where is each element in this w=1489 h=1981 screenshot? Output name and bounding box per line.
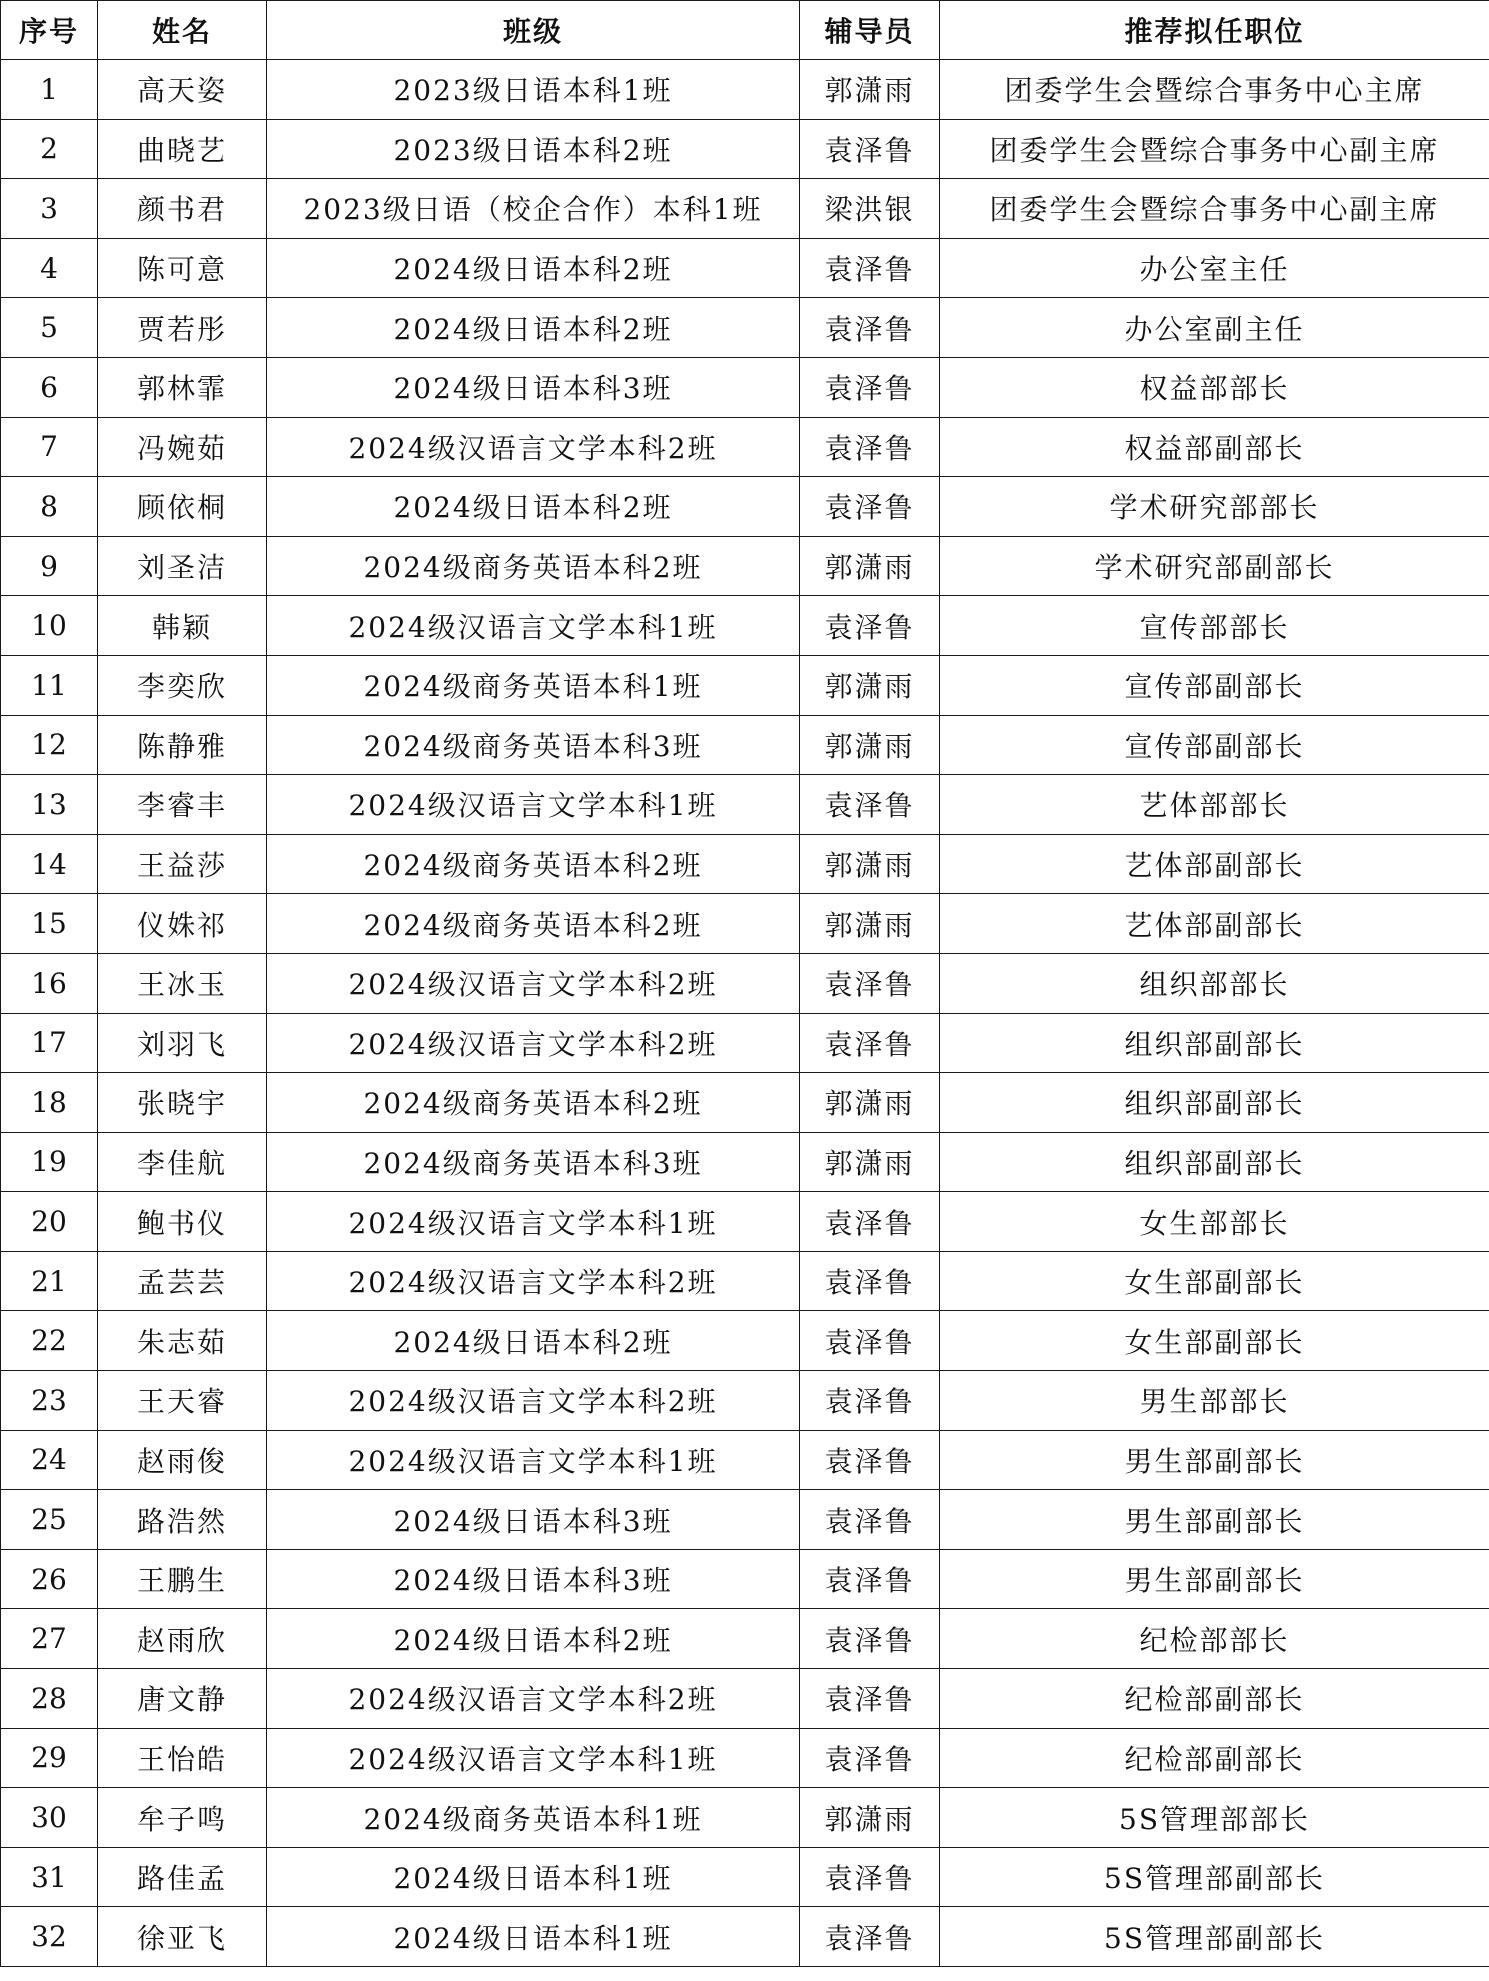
cell-counselor: 袁泽鲁 [800,775,940,835]
cell-class: 2024级日语本科2班 [267,298,800,358]
cell-class: 2024级商务英语本科3班 [267,715,800,775]
cell-counselor: 郭潇雨 [800,1788,940,1848]
cell-counselor: 郭潇雨 [800,715,940,775]
cell-index: 18 [1,1073,98,1133]
cell-name: 徐亚飞 [98,1907,267,1967]
cell-index: 27 [1,1609,98,1669]
cell-position: 团委学生会暨综合事务中心副主席 [940,119,1489,179]
cell-name: 路浩然 [98,1490,267,1550]
header-class: 班级 [267,1,800,60]
cell-class: 2024级日语本科3班 [267,1490,800,1550]
cell-counselor: 袁泽鲁 [800,477,940,537]
table-row [1,1728,1489,1788]
cell-counselor: 袁泽鲁 [800,1311,940,1371]
table-row [1,775,1489,835]
table-row [1,1192,1489,1252]
cell-class: 2024级汉语言文学本科2班 [267,1013,800,1073]
cell-position: 艺体部副部长 [940,894,1489,954]
cell-counselor: 袁泽鲁 [800,298,940,358]
cell-name: 冯婉茹 [98,417,267,477]
cell-position: 宣传部部长 [940,596,1489,656]
cell-name: 路佳孟 [98,1847,267,1907]
cell-index: 11 [1,655,98,715]
header-index: 序号 [1,1,98,60]
cell-position: 5S管理部副部长 [940,1847,1489,1907]
table-row [1,298,1489,358]
cell-name: 仪姝祁 [98,894,267,954]
cell-name: 曲晓艺 [98,119,267,179]
cell-class: 2024级汉语言文学本科1班 [267,775,800,835]
cell-name: 韩颖 [98,596,267,656]
cell-index: 10 [1,596,98,656]
cell-name: 张晓宇 [98,1073,267,1133]
cell-index: 3 [1,179,98,239]
cell-counselor: 袁泽鲁 [800,953,940,1013]
table-row [1,1490,1489,1550]
cell-name: 李奕欣 [98,655,267,715]
cell-class: 2024级商务英语本科3班 [267,1132,800,1192]
cell-name: 贾若彤 [98,298,267,358]
cell-position: 女生部副部长 [940,1311,1489,1371]
cell-class: 2024级汉语言文学本科2班 [267,1669,800,1729]
cell-index: 20 [1,1192,98,1252]
cell-index: 12 [1,715,98,775]
table-row [1,1073,1489,1133]
table-row [1,536,1489,596]
cell-name: 王怡皓 [98,1728,267,1788]
cell-class: 2024级商务英语本科2班 [267,1073,800,1133]
cell-counselor: 郭潇雨 [800,60,940,120]
cell-position: 团委学生会暨综合事务中心副主席 [940,179,1489,239]
table-row [1,477,1489,537]
cell-index: 14 [1,834,98,894]
cell-class: 2024级日语本科2班 [267,477,800,537]
cell-position: 权益部副部长 [940,417,1489,477]
table-row [1,1371,1489,1431]
cell-name: 颜书君 [98,179,267,239]
cell-index: 30 [1,1788,98,1848]
cell-counselor: 袁泽鲁 [800,1669,940,1729]
cell-name: 鲍书仪 [98,1192,267,1252]
table-row [1,357,1489,417]
cell-counselor: 袁泽鲁 [800,1013,940,1073]
cell-index: 23 [1,1371,98,1431]
cell-counselor: 袁泽鲁 [800,357,940,417]
cell-counselor: 袁泽鲁 [800,1490,940,1550]
cell-position: 宣传部副部长 [940,715,1489,775]
cell-index: 19 [1,1132,98,1192]
cell-counselor: 袁泽鲁 [800,119,940,179]
table-row [1,1788,1489,1848]
table-row [1,1251,1489,1311]
cell-position: 男生部副部长 [940,1549,1489,1609]
cell-counselor: 梁洪银 [800,179,940,239]
table-row [1,1847,1489,1907]
table-row [1,417,1489,477]
table-row [1,1669,1489,1729]
cell-position: 纪检部副部长 [940,1728,1489,1788]
cell-index: 1 [1,60,98,120]
cell-name: 牟子鸣 [98,1788,267,1848]
cell-index: 13 [1,775,98,835]
table-row [1,1907,1489,1967]
table-row [1,238,1489,298]
cell-name: 王天睿 [98,1371,267,1431]
table-row [1,715,1489,775]
table-row [1,60,1489,120]
cell-position: 艺体部部长 [940,775,1489,835]
cell-counselor: 郭潇雨 [800,536,940,596]
cell-position: 组织部副部长 [940,1013,1489,1073]
table-row [1,1609,1489,1669]
cell-index: 31 [1,1847,98,1907]
table-body [1,60,1489,1967]
cell-class: 2023级日语（校企合作）本科1班 [267,179,800,239]
cell-counselor: 袁泽鲁 [800,596,940,656]
cell-index: 8 [1,477,98,537]
cell-counselor: 袁泽鲁 [800,1549,940,1609]
cell-counselor: 袁泽鲁 [800,1430,940,1490]
cell-position: 学术研究部副部长 [940,536,1489,596]
header-name: 姓名 [98,1,267,60]
cell-name: 顾依桐 [98,477,267,537]
cell-counselor: 袁泽鲁 [800,1192,940,1252]
cell-class: 2024级汉语言文学本科1班 [267,1728,800,1788]
cell-position: 女生部部长 [940,1192,1489,1252]
cell-counselor: 郭潇雨 [800,894,940,954]
cell-position: 男生部部长 [940,1371,1489,1431]
header-position: 推荐拟任职位 [940,1,1489,60]
cell-name: 唐文静 [98,1669,267,1729]
cell-position: 5S管理部部长 [940,1788,1489,1848]
cell-position: 学术研究部部长 [940,477,1489,537]
cell-counselor: 袁泽鲁 [800,1371,940,1431]
cell-class: 2024级商务英语本科1班 [267,1788,800,1848]
cell-name: 刘羽飞 [98,1013,267,1073]
cell-position: 5S管理部副部长 [940,1907,1489,1967]
table-row [1,1132,1489,1192]
header-counselor: 辅导员 [800,1,940,60]
table-row [1,655,1489,715]
cell-position: 宣传部副部长 [940,655,1489,715]
cell-class: 2024级日语本科3班 [267,1549,800,1609]
table-row [1,1549,1489,1609]
cell-index: 2 [1,119,98,179]
cell-class: 2024级汉语言文学本科1班 [267,1192,800,1252]
table-row [1,179,1489,239]
cell-counselor: 郭潇雨 [800,834,940,894]
cell-class: 2024级汉语言文学本科2班 [267,953,800,1013]
cell-name: 孟芸芸 [98,1251,267,1311]
cell-position: 组织部副部长 [940,1132,1489,1192]
cell-class: 2024级日语本科2班 [267,1311,800,1371]
cell-counselor: 袁泽鲁 [800,238,940,298]
cell-counselor: 袁泽鲁 [800,1847,940,1907]
cell-name: 王益莎 [98,834,267,894]
cell-name: 赵雨俊 [98,1430,267,1490]
cell-name: 赵雨欣 [98,1609,267,1669]
cell-class: 2024级日语本科3班 [267,357,800,417]
cell-name: 王鹏生 [98,1549,267,1609]
cell-counselor: 郭潇雨 [800,1132,940,1192]
cell-class: 2024级日语本科1班 [267,1847,800,1907]
table-header-row [1,1,1489,60]
cell-class: 2024级商务英语本科2班 [267,894,800,954]
cell-position: 纪检部副部长 [940,1669,1489,1729]
cell-index: 28 [1,1669,98,1729]
cell-counselor: 郭潇雨 [800,1073,940,1133]
cell-index: 32 [1,1907,98,1967]
cell-position: 组织部部长 [940,953,1489,1013]
cell-name: 李佳航 [98,1132,267,1192]
cell-position: 艺体部副部长 [940,834,1489,894]
cell-index: 22 [1,1311,98,1371]
cell-counselor: 袁泽鲁 [800,1609,940,1669]
cell-name: 刘圣洁 [98,536,267,596]
cell-index: 21 [1,1251,98,1311]
cell-index: 15 [1,894,98,954]
cell-class: 2023级日语本科1班 [267,60,800,120]
table-row [1,894,1489,954]
table-row [1,1311,1489,1371]
cell-name: 朱志茹 [98,1311,267,1371]
cell-index: 24 [1,1430,98,1490]
cell-class: 2024级汉语言文学本科2班 [267,1371,800,1431]
cell-class: 2024级汉语言文学本科1班 [267,1430,800,1490]
cell-position: 办公室副主任 [940,298,1489,358]
cell-name: 陈可意 [98,238,267,298]
cell-position: 团委学生会暨综合事务中心主席 [940,60,1489,120]
cell-counselor: 袁泽鲁 [800,1728,940,1788]
cell-index: 26 [1,1549,98,1609]
cell-index: 25 [1,1490,98,1550]
table-row [1,834,1489,894]
cell-index: 6 [1,357,98,417]
table-row [1,596,1489,656]
cell-index: 17 [1,1013,98,1073]
table-row [1,1013,1489,1073]
cell-class: 2024级汉语言文学本科2班 [267,1251,800,1311]
cell-position: 男生部副部长 [940,1490,1489,1550]
cell-name: 陈静雅 [98,715,267,775]
cell-name: 王冰玉 [98,953,267,1013]
cell-position: 权益部部长 [940,357,1489,417]
cell-position: 男生部副部长 [940,1430,1489,1490]
cell-class: 2024级商务英语本科1班 [267,655,800,715]
cell-counselor: 郭潇雨 [800,655,940,715]
cell-position: 办公室主任 [940,238,1489,298]
cell-class: 2024级日语本科1班 [267,1907,800,1967]
cell-class: 2024级汉语言文学本科1班 [267,596,800,656]
table-row [1,953,1489,1013]
cell-index: 9 [1,536,98,596]
cell-index: 16 [1,953,98,1013]
cell-counselor: 袁泽鲁 [800,1251,940,1311]
cell-class: 2024级商务英语本科2班 [267,536,800,596]
cell-index: 5 [1,298,98,358]
cell-class: 2024级日语本科2班 [267,238,800,298]
cell-name: 高天姿 [98,60,267,120]
cell-index: 29 [1,1728,98,1788]
cell-position: 组织部副部长 [940,1073,1489,1133]
cell-index: 7 [1,417,98,477]
cell-counselor: 袁泽鲁 [800,417,940,477]
cell-class: 2024级日语本科2班 [267,1609,800,1669]
table-row [1,1430,1489,1490]
cell-class: 2023级日语本科2班 [267,119,800,179]
cell-class: 2024级商务英语本科2班 [267,834,800,894]
cell-class: 2024级汉语言文学本科2班 [267,417,800,477]
cell-index: 4 [1,238,98,298]
table-row [1,119,1489,179]
cell-name: 李睿丰 [98,775,267,835]
cell-name: 郭林霏 [98,357,267,417]
cell-position: 纪检部部长 [940,1609,1489,1669]
cell-counselor: 袁泽鲁 [800,1907,940,1967]
cell-position: 女生部副部长 [940,1251,1489,1311]
